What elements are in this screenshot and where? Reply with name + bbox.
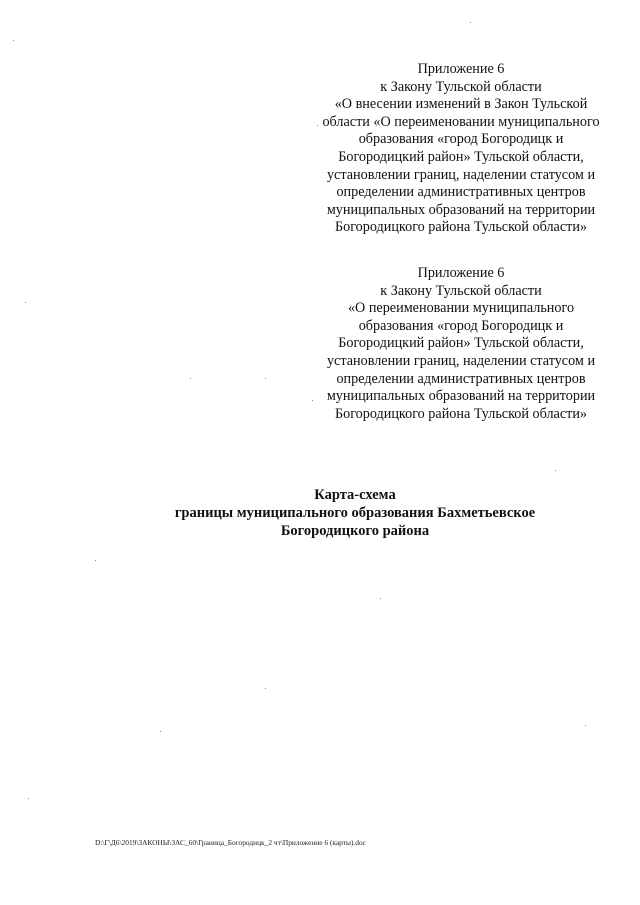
appendix-line: к Закону Тульской области <box>380 78 542 95</box>
footer-file-path: D:\Г\Д6\2019\ЗАКОНЫ\ЗАС_60\Граница_Богородицк_2 чт\Приложение 6 (карты).doc <box>95 838 366 847</box>
appendix-line: Богородицкого района Тульской области» <box>334 219 588 236</box>
scan-speck <box>585 725 586 726</box>
scan-speck <box>13 40 14 41</box>
map-scheme-title <box>110 486 600 540</box>
scan-speck <box>312 400 313 401</box>
appendix-line: муниципальных образований на территории <box>326 388 596 405</box>
appendix-line: «О переименовании муниципального <box>347 300 575 317</box>
appendix-header-original <box>302 265 620 423</box>
scan-speck <box>190 378 191 379</box>
scan-speck <box>265 688 266 689</box>
map-title-line: Карта-схема <box>314 487 396 503</box>
appendix-line: Приложение 6 <box>417 61 505 77</box>
map-title-line: Богородицкого района <box>280 523 430 539</box>
appendix-line: установлении границ, наделении статусом и <box>326 166 596 183</box>
appendix-line: определении административных центров <box>336 184 586 201</box>
map-title-line: границы муниципального образования Бахметьевское <box>174 505 536 521</box>
appendix-line: образования «город Богородицк и <box>358 131 564 148</box>
scan-speck <box>25 302 26 303</box>
appendix-line: к Закону Тульской области <box>380 282 542 299</box>
appendix-line: образования «город Богородицк и <box>358 317 564 334</box>
appendix-header-current <box>302 61 620 237</box>
appendix-line: Богородицкий район» Тульской области, <box>338 148 584 165</box>
scan-speck <box>380 598 381 599</box>
scan-speck <box>160 731 161 732</box>
appendix-line: Богородицкий район» Тульской области, <box>338 335 584 352</box>
appendix-line: муниципальных образований на территории <box>326 201 596 218</box>
appendix-line: установлении границ, наделении статусом и <box>326 352 596 369</box>
scan-speck <box>555 470 556 471</box>
scan-speck <box>265 378 266 379</box>
appendix-line: определении административных центров <box>336 370 586 387</box>
appendix-line: Богородицкого района Тульской области» <box>334 405 588 422</box>
scan-speck <box>470 22 471 23</box>
appendix-line: области «О переименовании муниципального <box>322 113 600 130</box>
appendix-line: Приложение 6 <box>417 265 505 281</box>
scan-speck <box>28 798 29 799</box>
appendix-line: «О внесении изменений в Закон Тульской <box>334 96 588 113</box>
scan-speck <box>95 560 96 561</box>
scan-speck <box>317 125 318 126</box>
